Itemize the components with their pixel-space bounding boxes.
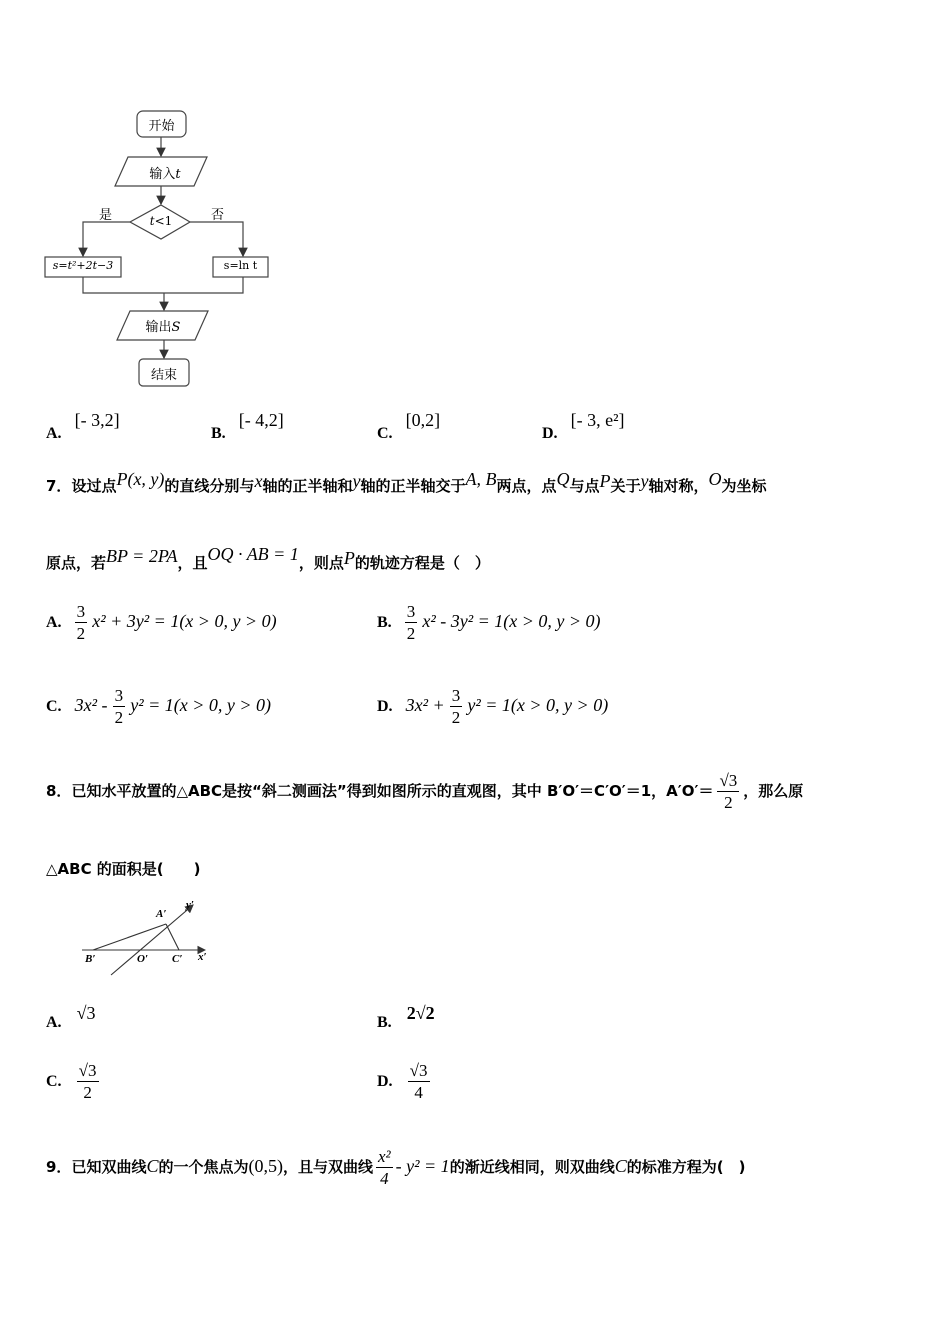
q8-option-b[interactable] [377, 1003, 435, 1031]
option-value: √3 [76, 1003, 96, 1023]
flow-start-label: 开始 [148, 119, 175, 134]
option-label: C. [46, 1073, 62, 1090]
q9-math: C [146, 1156, 159, 1176]
q7-math: P(x, y) [116, 469, 165, 489]
fraction-numerator: 3 [406, 602, 416, 621]
figure-label-b: B′ [85, 953, 96, 965]
q9-math: (0,5) [248, 1156, 283, 1176]
q9-math: C [614, 1156, 627, 1176]
q6-option-a[interactable] [46, 410, 120, 442]
option-value: [0,2] [405, 410, 441, 430]
flow-condition-label [145, 214, 177, 228]
fraction-denominator: 4 [414, 1083, 423, 1102]
q7-text: 关于 [610, 477, 641, 495]
option-label: A. [46, 425, 62, 442]
q8-option-c[interactable] [46, 1062, 99, 1101]
q7-math: P [343, 548, 355, 568]
q7-line1 [46, 469, 767, 496]
fraction-denominator: 4 [380, 1169, 389, 1188]
q7-text: 两点，点 [496, 477, 557, 495]
q7-text: 的轨迹方程是（ ） [354, 554, 490, 572]
q7-math: O [708, 469, 722, 489]
flow-right-box-label: s=ln t [223, 259, 258, 272]
q7-text: 轴对称， [648, 477, 709, 495]
flow-output-label [138, 316, 188, 335]
flow-output-var: S [171, 320, 181, 335]
figure-label-c: C′ [172, 953, 183, 965]
flow-yes-label: 是 [99, 208, 113, 223]
q7-text: 的直线分别与 [164, 477, 255, 495]
q7-math: A, B [465, 469, 497, 489]
option-fraction [408, 1062, 430, 1101]
q7-option-a[interactable] [46, 603, 277, 642]
q8-option-d[interactable] [377, 1062, 430, 1101]
fraction-numerator: √3 [78, 1061, 97, 1080]
q7-math: y [352, 471, 361, 491]
q9-text: 的标准方程为( ) [626, 1158, 746, 1176]
q7-text: 设过点 [71, 477, 117, 495]
q8-option-a[interactable] [46, 1003, 96, 1031]
q9-text: 的渐近线相同，则双曲线 [449, 1158, 615, 1176]
fraction-numerator: 3 [451, 686, 461, 705]
fraction-denominator: 2 [76, 624, 86, 643]
flow-end-label: 结束 [150, 368, 177, 383]
figure-label-a: A′ [156, 908, 167, 920]
fraction-denominator: 2 [724, 793, 733, 812]
q7-text: ，则点 [298, 554, 344, 572]
question-number: 7． [46, 477, 72, 495]
flow-no-label: 否 [211, 208, 225, 223]
fraction-numerator: x² [378, 1147, 391, 1166]
q7-text: 轴的正半轴和 [262, 477, 353, 495]
q7-text: 原点，若 [46, 554, 107, 572]
option-value: [- 3, e²] [570, 410, 625, 430]
q7-option-b[interactable] [377, 603, 601, 642]
q8-fraction [717, 772, 739, 811]
q9-text: 已知双曲线 [71, 1158, 147, 1176]
fraction-numerator: √3 [719, 771, 738, 790]
option-label: B. [211, 425, 226, 442]
option-expression: x² + 3y² = 1(x > 0, y > 0) [92, 611, 277, 631]
question-number: 8． [46, 782, 72, 800]
option-label: D. [377, 698, 393, 715]
q7-text: 与点 [569, 477, 600, 495]
q6-option-c[interactable] [377, 410, 441, 442]
q9-text: 的一个焦点为 [158, 1158, 249, 1176]
flow-condition-op: <1 [154, 214, 173, 228]
q9-fraction [376, 1148, 393, 1187]
option-label: C. [377, 425, 393, 442]
flow-input-var: t [175, 167, 181, 182]
option-label: B. [377, 1014, 392, 1031]
question-number: 9． [46, 1158, 72, 1176]
option-fraction [405, 603, 418, 642]
option-expression: y² = 1(x > 0, y > 0) [130, 695, 272, 715]
q7-text: ，且 [177, 554, 208, 572]
option-fraction [450, 687, 463, 726]
option-label: D. [377, 1073, 393, 1090]
q7-math: y [640, 471, 649, 491]
option-label: A. [46, 614, 62, 631]
figure-label-o: O′ [137, 953, 149, 965]
q7-text: 为坐标 [721, 477, 767, 495]
option-label: B. [377, 614, 392, 631]
option-label: C. [46, 698, 62, 715]
flow-left-box-label: s=t²+2t−3 [52, 259, 114, 272]
option-expression: x² - 3y² = 1(x > 0, y > 0) [422, 611, 601, 631]
fraction-denominator: 2 [83, 1083, 92, 1102]
q9-math: - y² = 1 [395, 1156, 450, 1176]
fraction-denominator: 2 [451, 708, 461, 727]
figure-label-x: x′ [198, 951, 207, 963]
option-lead: 3x² + [405, 695, 445, 715]
fraction-denominator: 2 [114, 708, 124, 727]
fraction-numerator: 3 [76, 602, 86, 621]
q6-option-d[interactable] [542, 410, 625, 442]
q7-option-c[interactable] [46, 687, 271, 726]
q7-math: x [254, 471, 263, 491]
q7-math: Q [556, 469, 570, 489]
option-fraction [113, 687, 126, 726]
option-label: A. [46, 1014, 62, 1031]
q7-math: OQ · AB = 1 [207, 544, 299, 564]
flow-input-label [140, 163, 190, 182]
option-value: 2√2 [406, 1003, 435, 1023]
flow-output-text: 输出 [145, 320, 172, 335]
option-lead: 3x² - [74, 695, 108, 715]
q8-text: 已知水平放置的△ABC是按“斜二测画法”得到如图所示的直观图，其中 B′O′＝C′O′＝1，A′O′＝ [71, 782, 714, 800]
option-fraction [75, 603, 88, 642]
q9-text: ，且与双曲线 [282, 1158, 373, 1176]
option-value: [- 3,2] [74, 410, 120, 430]
fraction-denominator: 2 [406, 624, 416, 643]
q9-line [46, 1148, 745, 1187]
figure-label-y: y′ [186, 899, 194, 911]
fraction-numerator: 3 [114, 686, 124, 705]
q6-option-b[interactable] [211, 410, 284, 442]
fraction-numerator: √3 [409, 1061, 428, 1080]
q8-text: ，那么原 [743, 782, 804, 800]
option-expression: y² = 1(x > 0, y > 0) [467, 695, 609, 715]
q7-math: P [599, 471, 611, 491]
q7-option-d[interactable] [377, 687, 608, 726]
flow-condition-var: t [149, 214, 155, 228]
q7-line2 [46, 544, 490, 573]
option-fraction [77, 1062, 99, 1101]
q8-line2: △ABC 的面积是( ) [46, 860, 201, 878]
q7-math: BP = 2PA [106, 546, 178, 566]
option-value: [- 4,2] [238, 410, 284, 430]
q7-text: 轴的正半轴交于 [360, 477, 466, 495]
q8-line1 [46, 772, 803, 811]
flow-input-text: 输入 [149, 167, 176, 182]
option-label: D. [542, 425, 558, 442]
